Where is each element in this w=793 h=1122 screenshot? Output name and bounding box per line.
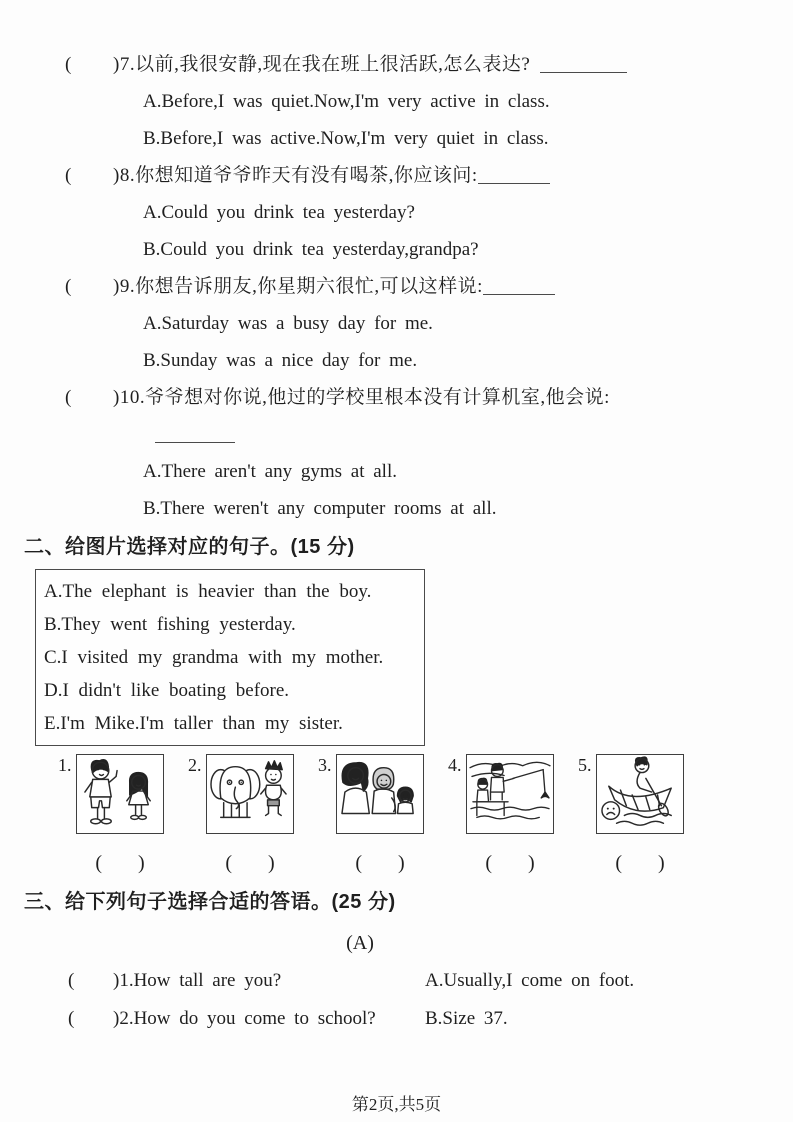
question-9-line [0,268,793,305]
paren-close: ) [138,852,145,874]
sentence-c: C.I visited my grandma with my mother. [44,647,384,668]
sentence-a: A.The elephant is heavier than the boy. [44,581,372,602]
picture-5-number: 5. [578,755,592,775]
match-row-2 [0,1000,793,1038]
question-9-number: )9. [113,276,136,297]
answer-blank [155,438,235,443]
picture-3-number: 3. [318,755,332,775]
question-8-option-a: A.Could you drink tea yesterday? [143,202,415,223]
answer-blank [478,179,550,184]
picture-item-2 [188,754,294,876]
match-row-2-question-text: How do you come to school? [133,1008,376,1029]
answer-paren-open: ( [68,970,75,991]
question-9-option-b: B.Sunday was a nice day for me. [143,350,418,371]
match-row-1 [0,962,793,1000]
match-row-2-answer: B.Size 37. [425,1008,508,1029]
answer-paren-open: ( [65,387,72,408]
paren-close: ) [528,852,535,874]
question-10-option-a: A.There aren't any gyms at all. [143,461,397,482]
question-10-line [0,379,793,416]
paren-open: ( [95,852,102,874]
paren-close: ) [398,852,405,874]
answer-paren-open: ( [68,1008,75,1029]
sentence-d: D.I didn't like boating before. [44,680,290,701]
man-boating-sad-face-image [596,754,684,834]
picture-2-number: 2. [188,755,202,775]
picture-5-answer-parens [596,850,684,876]
paren-open: ( [615,852,622,874]
picture-4-number: 4. [448,755,462,775]
paren-close: ) [268,852,275,874]
match-row-1-answer: A.Usually,I come on foot. [425,970,635,991]
paren-open: ( [485,852,492,874]
picture-2-answer-parens [206,850,294,876]
section-3-title: 三、给下列句子选择合适的答语。(25 分) [24,891,396,913]
question-10-option-b: B.There weren't any computer rooms at all. [143,498,497,519]
picture-row [58,754,793,876]
answer-paren-open: ( [65,276,72,297]
picture-1-answer-parens [76,850,164,876]
picture-item-5 [578,754,684,876]
question-8-line [0,157,793,194]
question-7-text: 以前,我很安静,现在我在班上很活跃,怎么表达? [135,54,531,75]
picture-4-answer-parens [466,850,554,876]
father-and-son-fishing-image [466,754,554,834]
question-9-text: 你想告诉朋友,你星期六很忙,可以这样说: [135,276,483,297]
question-8-option-b: B.Could you drink tea yesterday,grandpa? [143,239,479,260]
answer-paren-open: ( [65,54,72,75]
picture-item-4 [448,754,554,876]
picture-3-answer-parens [336,850,424,876]
picture-item-3 [318,754,424,876]
answer-paren-open: ( [65,165,72,186]
answer-blank [483,290,555,295]
question-9-option-a: A.Saturday was a busy day for me. [143,313,433,334]
answer-blank [540,68,627,73]
question-10-blank-line [0,416,793,453]
sentence-b: B.They went fishing yesterday. [44,614,296,635]
match-row-2-question [68,1000,425,1038]
elephant-and-boy-image [206,754,294,834]
sentence-choice-box [35,569,425,746]
question-7-option-b: B.Before,I was active.Now,I'm very quiet in class. [143,128,549,149]
match-row-1-number: )1. [113,970,134,991]
match-row-1-question-text: How tall are you? [133,970,282,991]
picture-item-1 [58,754,164,876]
mother-grandma-and-child-image [336,754,424,834]
question-10-text: 爷爷想对你说,他过的学校里根本没有计算机室,他会说: [145,387,610,408]
question-8-number: )8. [113,165,136,186]
question-7-number: )7. [113,54,136,75]
match-row-1-question [68,962,425,1000]
page-footer: 第2页,共5页 [351,1095,442,1114]
paren-close: ) [658,852,665,874]
section-2-title: 二、给图片选择对应的句子。(15 分) [24,536,355,558]
picture-1-number: 1. [58,755,72,775]
sentence-e: E.I'm Mike.I'm taller than my sister. [44,713,343,734]
paren-open: ( [355,852,362,874]
match-row-2-number: )2. [113,1008,134,1029]
question-10-number: )10. [113,387,146,408]
paren-open: ( [225,852,232,874]
boy-and-girl-image [76,754,164,834]
question-7-line [0,46,793,83]
question-7-option-a: A.Before,I was quiet.Now,I'm very active in class. [143,91,550,112]
group-a-label: (A) [346,932,374,954]
question-8-text: 你想知道爷爷昨天有没有喝茶,你应该问: [135,165,478,186]
